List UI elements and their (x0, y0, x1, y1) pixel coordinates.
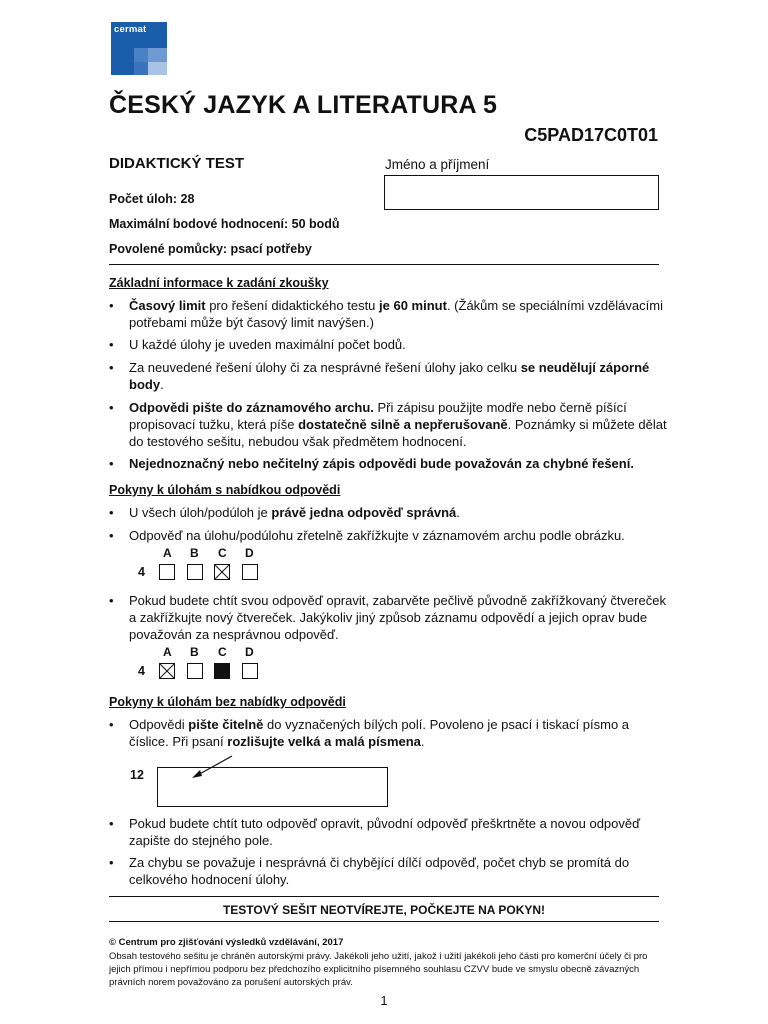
notice-text: TESTOVÝ SEŠIT NEOTVÍREJTE, POČKEJTE NA POKYN! (222, 903, 546, 917)
option-letter: A (163, 546, 172, 560)
checkbox-empty (159, 564, 175, 580)
divider (109, 921, 659, 922)
cermat-logo (111, 22, 167, 75)
list-item (109, 504, 669, 521)
text-bold: Časový limit (129, 298, 206, 313)
text: Odpovědi (129, 717, 189, 732)
list-item (109, 399, 669, 450)
task-count: Počet úloh: 28 (109, 192, 195, 206)
checkbox-empty (242, 564, 258, 580)
checkbox-crossed (214, 564, 230, 580)
option-letter: B (190, 645, 199, 659)
text: pro řešení didaktického testu (205, 298, 380, 313)
list-item (109, 455, 669, 472)
text-bold: rozlišujte velká a malá písmena (227, 734, 421, 749)
text-bold: Nejednoznačný nebo nečitelný zápis odpovědi bude považován za chybné řešení. (129, 456, 634, 471)
option-letter: B (190, 546, 199, 560)
divider (109, 264, 659, 265)
option-letter: D (245, 645, 254, 659)
list-item (109, 854, 669, 888)
option-letter: C (218, 645, 227, 659)
option-letter: C (218, 546, 227, 560)
bullet-icon: • (109, 717, 114, 732)
logo-text: cermat (114, 24, 147, 35)
list-item (109, 297, 669, 331)
logo-square (134, 62, 148, 75)
list-item (109, 359, 669, 393)
page-title: ČESKÝ JAZYK A LITERATURA 5 (109, 91, 498, 119)
bullet-icon: • (109, 505, 114, 520)
text: Pokud budete chtít tuto odpověď opravit, původní odpověď přeškrtněte a novou odpověď zapište do stejného pole. (129, 816, 641, 848)
option-letter: A (163, 645, 172, 659)
logo-square (148, 48, 167, 62)
option-letter: D (245, 546, 254, 560)
bullet-icon: • (109, 528, 114, 543)
text: U každé úlohy je uveden maximální počet bodů. (129, 337, 406, 352)
text: . (456, 505, 460, 520)
checkbox-empty (242, 663, 258, 679)
arrow-icon (188, 752, 238, 782)
test-subtitle: DIDAKTICKÝ TEST (109, 155, 244, 172)
text-bold: pište čitelně (188, 717, 264, 732)
section-heading-choice-tasks: Pokyny k úlohám s nabídkou odpovědi (109, 483, 341, 497)
bullet-icon: • (109, 593, 114, 608)
checkbox-crossed (159, 663, 175, 679)
text: . (160, 377, 164, 392)
bullet-icon: • (109, 816, 114, 831)
logo-square (148, 62, 167, 75)
list-item (109, 592, 669, 643)
example-number: 4 (138, 565, 145, 579)
list-item (109, 815, 669, 849)
legal-text: Obsah testového sešitu je chráněn autorskými právy. Jakékoli jeho užití, jakož i užití jakékoli jeho části pro komerční účely či pro jejich přímou i nepřímou podporu bez předchozího explicitního písemného souhlasu CZVV bude ve smyslu obecně závazných právních norem považováno za porušení autorských práv. (109, 951, 648, 988)
text-bold: Odpovědi pište do záznamového archu. (129, 400, 374, 415)
example-number: 4 (138, 664, 145, 678)
list-item (109, 336, 669, 353)
copyright: © Centrum pro zjišťování výsledků vzdělávání, 2017 (109, 937, 344, 948)
text: do vyznačených bílých polí. Povoleno je psací i tiskací písmo a číslice. Při psaní (129, 717, 630, 749)
test-code: C5PAD17C0T01 (524, 125, 658, 145)
text: Odpověď na úlohu/podúlohu zřetelně zakřížkujte v záznamovém archu podle obrázku. (129, 528, 625, 543)
section-heading-basic-info: Základní informace k zadání zkoušky (109, 276, 329, 290)
checkbox-empty (187, 564, 203, 580)
text: . Poznámky si můžete dělat do testového sešitu, nebudou však předmětem hodnocení. (129, 417, 667, 449)
text: U všech úloh/podúloh je (129, 505, 272, 520)
list-item (109, 527, 669, 544)
name-label: Jméno a příjmení (385, 157, 490, 172)
page-number: 1 (380, 993, 388, 1008)
example-number: 12 (130, 768, 144, 782)
list-item (109, 716, 669, 750)
text: Pokud budete chtít svou odpověď opravit, zabarvěte pečlivě původně zakřížkovaný čtvereček a zakřížkujte nový čtvereček. Jakýkoliv jiný způsob záznamu odpovědí a jejich oprav bude považován za nesprávnou odpověď. (129, 593, 666, 642)
text: Při zápisu použijte modře nebo černě píšící propisovací tužku, která píše (129, 400, 627, 432)
bullet-icon: • (109, 400, 114, 415)
text: . (Žákům se speciálními vzdělávacími potřebami může být časový limit navýšen.) (129, 298, 663, 330)
checkbox-filled (214, 663, 230, 679)
bullet-icon: • (109, 456, 114, 471)
text: Za neuvedené řešení úlohy či za nesprávné řešení úlohy jako celku (129, 360, 521, 375)
bullet-icon: • (109, 855, 114, 870)
allowed-tools: Povolené pomůcky: psací potřeby (109, 242, 312, 256)
name-field[interactable] (384, 175, 659, 210)
text-bold: se neudělují záporné body (129, 360, 650, 392)
text: Za chybu se považuje i nesprávná či chybějící dílčí odpověď, počet chyb se promítá do celkového hodnocení úlohy. (129, 855, 630, 887)
logo-square (134, 48, 148, 62)
text-bold: je 60 minut (379, 298, 447, 313)
divider (109, 896, 659, 897)
text-bold: dostatečně silně a nepřerušovaně (298, 417, 508, 432)
text-bold: právě jedna odpověď správná (271, 505, 457, 520)
bullet-icon: • (109, 298, 114, 313)
text: . (420, 734, 425, 749)
max-points: Maximální bodové hodnocení: 50 bodů (109, 217, 340, 231)
bullet-icon: • (109, 337, 114, 352)
section-heading-open-tasks: Pokyny k úlohám bez nabídky odpovědi (109, 695, 346, 709)
bullet-icon: • (109, 360, 114, 375)
checkbox-empty (187, 663, 203, 679)
